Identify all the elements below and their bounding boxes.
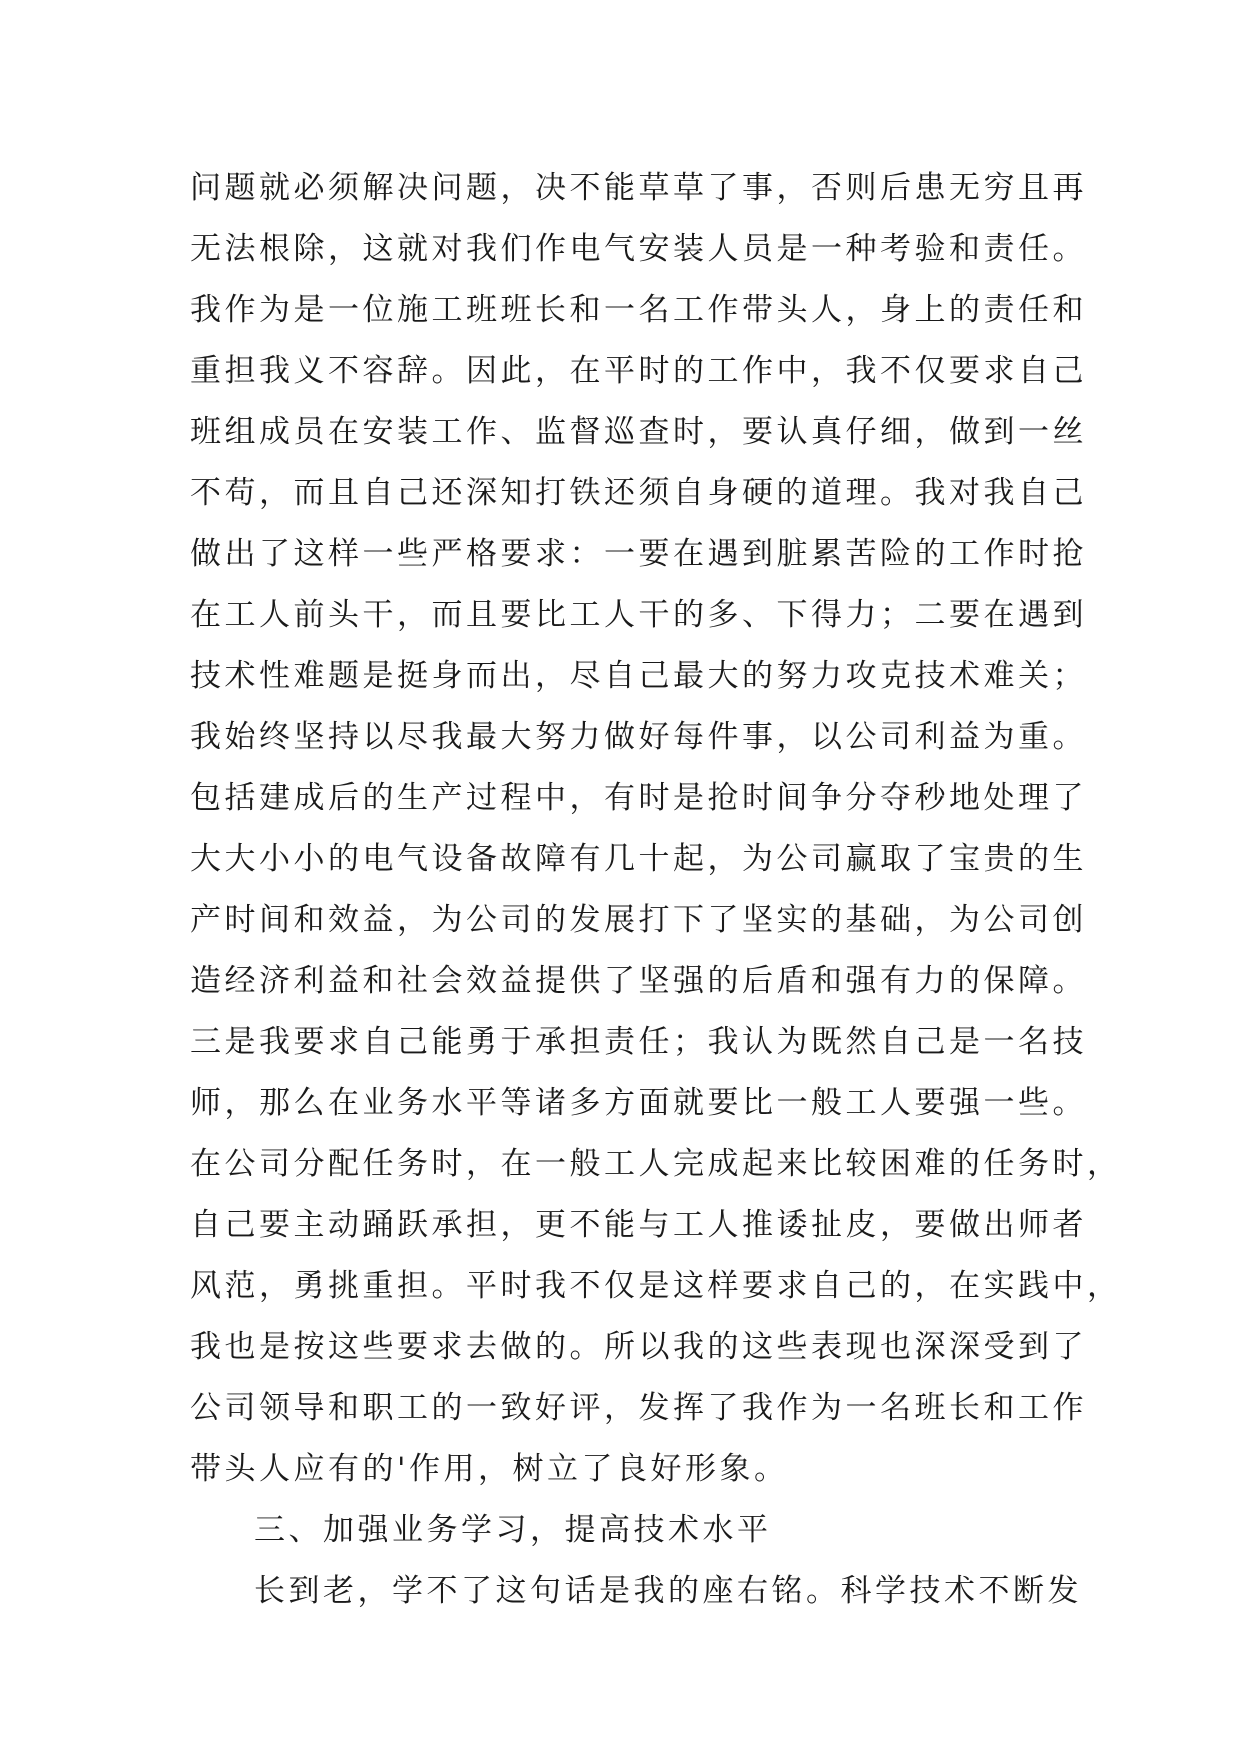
text-line: 做出了这样一些严格要求：一要在遇到脏累苦险的工作时抢: [190, 536, 1087, 572]
text-line: 问题就必须解决问题，决不能草草了事，否则后患无穷且再: [190, 170, 1087, 206]
text-line: 师，那么在业务水平等诸多方面就要比一般工人要强一些。: [190, 1085, 1087, 1121]
text-line: 带头人应有的'作用，树立了良好形象。: [190, 1451, 789, 1487]
text-line: 无法根除，这就对我们作电气安装人员是一种考验和责任。: [190, 231, 1087, 267]
text-line: 班组成员在安装工作、监督巡查时，要认真仔细，做到一丝: [190, 414, 1087, 450]
section-heading: 三、加强业务学习，提高技术水平: [254, 1512, 772, 1548]
text-line: 我也是按这些要求去做的。所以我的这些表现也深深受到了: [190, 1329, 1087, 1365]
text-line: 技术性难题是挺身而出，尽自己最大的努力攻克技术难关；: [190, 658, 1087, 694]
text-line: 长到老，学不了这句话是我的座右铭。科学技术不断发: [254, 1573, 1082, 1609]
body-text: [190, 158, 1122, 1622]
text-line: 重担我义不容辞。因此，在平时的工作中，我不仅要求自己: [190, 353, 1087, 389]
text-line: 三是我要求自己能勇于承担责任；我认为既然自己是一名技: [190, 1024, 1087, 1060]
text-line: 我作为是一位施工班班长和一名工作带头人，身上的责任和: [190, 292, 1087, 328]
text-line: 造经济利益和社会效益提供了坚强的后盾和强有力的保障。: [190, 963, 1087, 999]
text-line: 大大小小的电气设备故障有几十起，为公司赢取了宝贵的生: [190, 841, 1087, 877]
text-line: 风范，勇挑重担。平时我不仅是这样要求自己的，在实践中，: [190, 1268, 1122, 1304]
text-line: 包括建成后的生产过程中，有时是抢时间争分夺秒地处理了: [190, 780, 1087, 816]
text-line: 在工人前头干，而且要比工人干的多、下得力；二要在遇到: [190, 597, 1087, 633]
text-line: 我始终坚持以尽我最大努力做好每件事，以公司利益为重。: [190, 719, 1087, 755]
text-line: 自己要主动踊跃承担，更不能与工人推诿扯皮，要做出师者: [190, 1207, 1087, 1243]
text-line: 不苟，而且自己还深知打铁还须自身硬的道理。我对我自己: [190, 475, 1087, 511]
text-line: 在公司分配任务时，在一般工人完成起来比较困难的任务时，: [190, 1146, 1122, 1182]
text-line: 产时间和效益，为公司的发展打下了坚实的基础，为公司创: [190, 902, 1087, 938]
text-line: 公司领导和职工的一致好评，发挥了我作为一名班长和工作: [190, 1390, 1087, 1426]
